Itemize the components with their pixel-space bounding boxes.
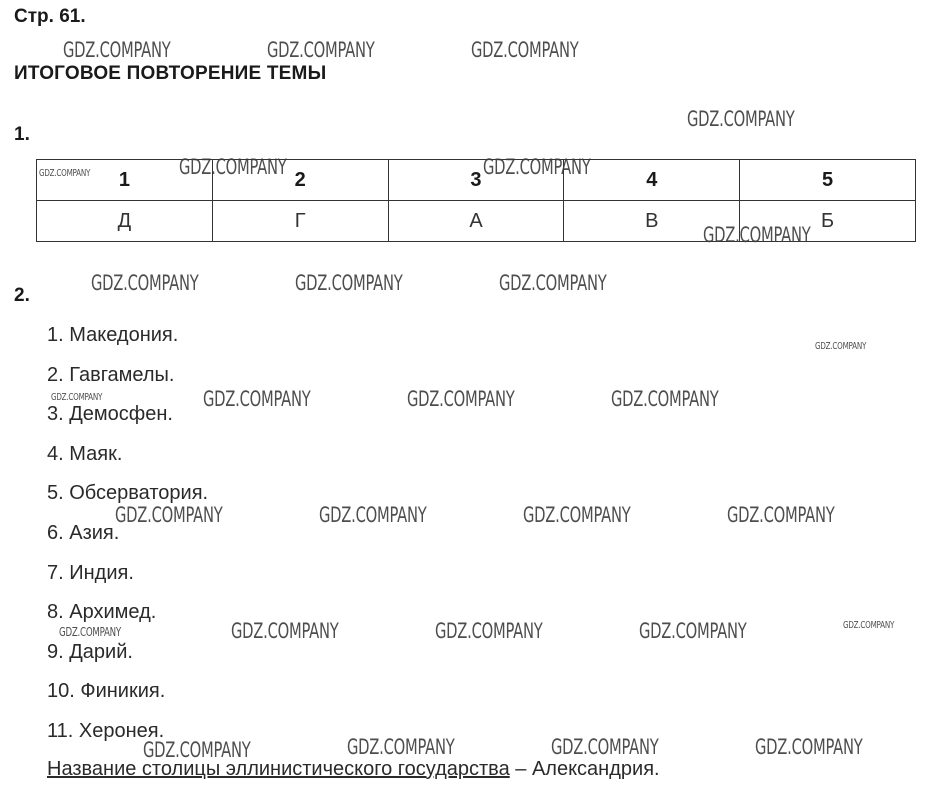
capital-label: Название столицы эллинистического государства bbox=[47, 758, 510, 780]
capital-answer-line bbox=[47, 758, 660, 781]
table-header-cell: 5 bbox=[740, 160, 916, 201]
watermark: GDZ.COMPANY bbox=[639, 619, 747, 643]
watermark: GDZ.COMPANY bbox=[471, 38, 579, 62]
task-2-number: 2. bbox=[14, 285, 30, 306]
capital-value: Александрия. bbox=[531, 758, 660, 780]
table-answer-cell: Д bbox=[37, 201, 213, 242]
table-answer-cell: Б bbox=[740, 201, 916, 242]
watermark: GDZ.COMPANY bbox=[39, 168, 91, 179]
watermark: GDZ.COMPANY bbox=[115, 503, 223, 527]
table-header-cell: 1 bbox=[37, 160, 213, 201]
list-item: 8. Архимед. bbox=[47, 601, 157, 624]
watermark: GDZ.COMPANY bbox=[51, 392, 103, 403]
watermark: GDZ.COMPANY bbox=[407, 387, 515, 411]
list-item: 5. Обсерватория. bbox=[47, 482, 209, 505]
list-item: 11. Херонея. bbox=[47, 719, 165, 742]
table-header-cell: 3 bbox=[388, 160, 564, 201]
watermark: GDZ.COMPANY bbox=[523, 503, 631, 527]
section-title: ИТОГОВОЕ ПОВТОРЕНИЕ ТЕМЫ bbox=[14, 63, 327, 84]
watermark: GDZ.COMPANY bbox=[63, 38, 171, 62]
watermark: GDZ.COMPANY bbox=[59, 625, 121, 639]
watermark: GDZ.COMPANY bbox=[499, 271, 607, 295]
task-2-answer-list bbox=[47, 322, 208, 758]
table-header-cell: 2 bbox=[212, 160, 388, 201]
watermark: GDZ.COMPANY bbox=[179, 155, 287, 179]
watermark: GDZ.COMPANY bbox=[551, 735, 659, 759]
watermark: GDZ.COMPANY bbox=[143, 738, 251, 762]
watermark: GDZ.COMPANY bbox=[347, 735, 455, 759]
watermark: GDZ.COMPANY bbox=[231, 619, 339, 643]
watermark: GDZ.COMPANY bbox=[611, 387, 719, 411]
watermark: GDZ.COMPANY bbox=[319, 503, 427, 527]
table-answer-cell: Г bbox=[212, 201, 388, 242]
list-item: 4. Маяк. bbox=[47, 442, 123, 465]
list-item: 9. Дарий. bbox=[47, 640, 133, 663]
watermark: GDZ.COMPANY bbox=[703, 223, 811, 247]
watermark: GDZ.COMPANY bbox=[687, 107, 795, 131]
table-answer-cell: В bbox=[564, 201, 740, 242]
watermark: GDZ.COMPANY bbox=[91, 271, 199, 295]
list-item: 6. Азия. bbox=[47, 521, 120, 544]
watermark: GDZ.COMPANY bbox=[483, 155, 591, 179]
capital-separator: – bbox=[509, 758, 532, 780]
list-item: 2. Гавгамелы. bbox=[47, 363, 175, 386]
page-reference: Стр. 61. bbox=[14, 6, 86, 27]
watermark: GDZ.COMPANY bbox=[815, 341, 867, 352]
list-item: 1. Македония. bbox=[47, 324, 179, 346]
watermark: GDZ.COMPANY bbox=[267, 38, 375, 62]
table-header-cell: 4 bbox=[564, 160, 740, 201]
watermark: GDZ.COMPANY bbox=[203, 387, 311, 411]
list-item: 10. Финикия. bbox=[47, 680, 166, 703]
task-1-number: 1. bbox=[14, 124, 30, 145]
list-item: 3. Демосфен. bbox=[47, 403, 173, 426]
list-item: 7. Индия. bbox=[47, 561, 134, 584]
watermark: GDZ.COMPANY bbox=[755, 735, 863, 759]
table-header-row bbox=[37, 160, 916, 201]
watermark: GDZ.COMPANY bbox=[727, 503, 835, 527]
watermark: GDZ.COMPANY bbox=[295, 271, 403, 295]
table-answer-cell: А bbox=[388, 201, 564, 242]
watermark: GDZ.COMPANY bbox=[843, 620, 895, 631]
watermark: GDZ.COMPANY bbox=[435, 619, 543, 643]
